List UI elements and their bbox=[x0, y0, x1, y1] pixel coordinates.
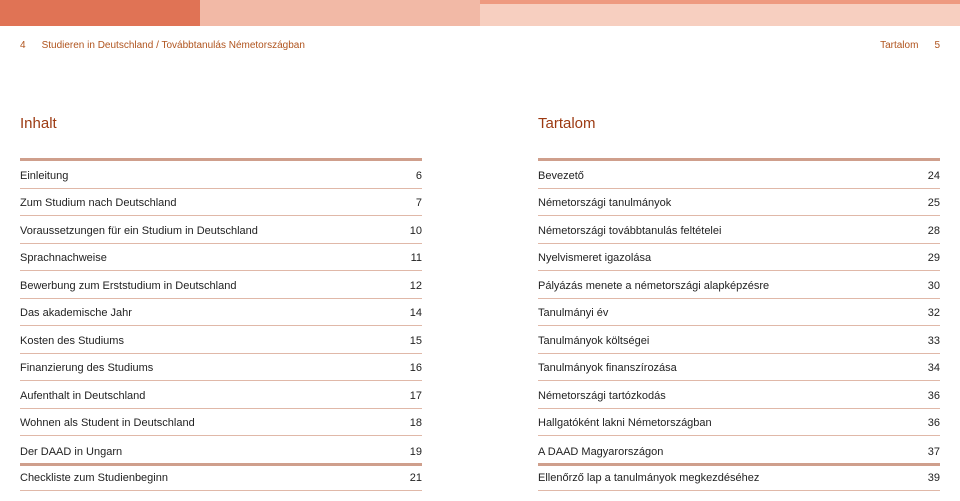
toc-entry-page: 24 bbox=[927, 169, 940, 182]
toc-entry-title: Bevezető bbox=[538, 169, 584, 182]
toc-entry[interactable] bbox=[20, 189, 422, 217]
toc-entry-title: Einleitung bbox=[20, 169, 69, 182]
toc-entry-page: 37 bbox=[927, 445, 940, 458]
toc-entry[interactable] bbox=[20, 436, 422, 464]
top-bar-accent-strip bbox=[480, 0, 960, 4]
toc-entry-title: Németországi tartózkodás bbox=[538, 389, 666, 402]
toc-entry-title: Der DAAD in Ungarn bbox=[20, 445, 123, 458]
running-header-right bbox=[880, 40, 940, 51]
toc-entry-page: 30 bbox=[927, 279, 940, 292]
toc-entry-title: Voraussetzungen für ein Studium in Deutschland bbox=[20, 224, 258, 237]
toc-entry-page: 14 bbox=[409, 307, 422, 319]
toc-entry-title: Das akademische Jahr bbox=[20, 307, 132, 319]
toc-entry[interactable] bbox=[20, 326, 422, 354]
toc-entry-title: Zum Studium nach Deutschland bbox=[20, 197, 177, 209]
toc-entry-page: 36 bbox=[927, 417, 940, 429]
toc-entry-page: 36 bbox=[927, 389, 940, 402]
toc-entry-title: Aufenthalt in Deutschland bbox=[20, 389, 146, 402]
toc-entry-page: 18 bbox=[409, 417, 422, 429]
toc-entry-page: 17 bbox=[409, 389, 422, 402]
toc-entry[interactable] bbox=[538, 409, 940, 437]
toc-bottom-rule bbox=[20, 463, 422, 466]
running-header-left bbox=[20, 40, 305, 51]
toc-entry-title: A DAAD Magyarországon bbox=[538, 445, 664, 458]
left-running-title: Studieren in Deutschland / Továbbtanulás Németországban bbox=[41, 40, 305, 51]
toc-entry[interactable] bbox=[538, 381, 940, 409]
toc-entry[interactable] bbox=[20, 409, 422, 437]
decorative-top-bar bbox=[0, 0, 960, 26]
toc-entry[interactable] bbox=[538, 354, 940, 382]
toc-entry-title: Nyelvismeret igazolása bbox=[538, 252, 652, 264]
toc-entry-page: 29 bbox=[927, 252, 940, 264]
right-page-number: 5 bbox=[934, 40, 940, 51]
toc-entry-title: Tanulmányi év bbox=[538, 307, 609, 319]
toc-entry[interactable] bbox=[20, 381, 422, 409]
toc-entry-page: 25 bbox=[927, 197, 940, 209]
toc-entry-page: 33 bbox=[927, 334, 940, 347]
toc-entry[interactable] bbox=[538, 244, 940, 272]
toc-heading-german: Inhalt bbox=[20, 115, 57, 132]
top-bar-segment-mid bbox=[200, 0, 480, 26]
toc-entry-page: 21 bbox=[409, 472, 422, 484]
toc-entry[interactable] bbox=[538, 464, 940, 492]
toc-entry[interactable] bbox=[20, 216, 422, 244]
toc-entry-page: 7 bbox=[415, 197, 422, 209]
toc-entry-title: Ellenőrző lap a tanulmányok megkezdéséhez bbox=[538, 472, 760, 484]
toc-entry-title: Németországi továbbtanulás feltételei bbox=[538, 224, 722, 237]
toc-entry-title: Bewerbung zum Erststudium in Deutschland bbox=[20, 279, 237, 292]
toc-entry[interactable] bbox=[20, 464, 422, 492]
toc-entry-page: 10 bbox=[409, 224, 422, 237]
toc-entry-page: 39 bbox=[927, 472, 940, 484]
toc-entry-page: 15 bbox=[409, 334, 422, 347]
toc-entry-title: Wohnen als Student in Deutschland bbox=[20, 417, 195, 429]
toc-entry-title: Checkliste zum Studienbeginn bbox=[20, 472, 168, 484]
toc-entry[interactable] bbox=[538, 326, 940, 354]
toc-entry[interactable] bbox=[20, 244, 422, 272]
toc-entry-title: Finanzierung des Studiums bbox=[20, 362, 154, 374]
toc-entry[interactable] bbox=[538, 161, 940, 189]
toc-entry[interactable] bbox=[538, 216, 940, 244]
toc-list-hungarian bbox=[538, 161, 940, 491]
toc-entry-title: Németországi tanulmányok bbox=[538, 197, 672, 209]
toc-entry-title: Sprachnachweise bbox=[20, 252, 107, 264]
toc-entry[interactable] bbox=[20, 354, 422, 382]
toc-entry-title: Hallgatóként lakni Németországban bbox=[538, 417, 712, 429]
toc-entry-page: 19 bbox=[409, 445, 422, 458]
toc-list-german bbox=[20, 161, 422, 491]
toc-entry-page: 16 bbox=[409, 362, 422, 374]
toc-entry[interactable] bbox=[538, 436, 940, 464]
toc-entry[interactable] bbox=[538, 299, 940, 327]
toc-entry[interactable] bbox=[20, 161, 422, 189]
toc-entry-page: 11 bbox=[410, 252, 422, 264]
toc-entry-page: 32 bbox=[927, 307, 940, 319]
toc-entry-page: 6 bbox=[415, 169, 422, 182]
toc-entry-title: Tanulmányok finanszírozása bbox=[538, 362, 677, 374]
toc-entry[interactable] bbox=[20, 271, 422, 299]
toc-entry[interactable] bbox=[538, 271, 940, 299]
toc-entry[interactable] bbox=[538, 189, 940, 217]
toc-entry-page: 28 bbox=[927, 224, 940, 237]
toc-entry-page: 12 bbox=[409, 279, 422, 292]
left-page-number: 4 bbox=[20, 40, 26, 51]
toc-entry-page: 34 bbox=[927, 362, 940, 374]
right-running-title: Tartalom bbox=[880, 40, 919, 51]
toc-entry-title: Kosten des Studiums bbox=[20, 334, 124, 347]
toc-entry[interactable] bbox=[20, 299, 422, 327]
toc-heading-hungarian: Tartalom bbox=[538, 115, 596, 132]
toc-entry-title: Tanulmányok költségei bbox=[538, 334, 650, 347]
top-bar-segment-dark bbox=[0, 0, 200, 26]
toc-entry-title: Pályázás menete a németországi alapképzésre bbox=[538, 279, 770, 292]
toc-bottom-rule bbox=[538, 463, 940, 466]
